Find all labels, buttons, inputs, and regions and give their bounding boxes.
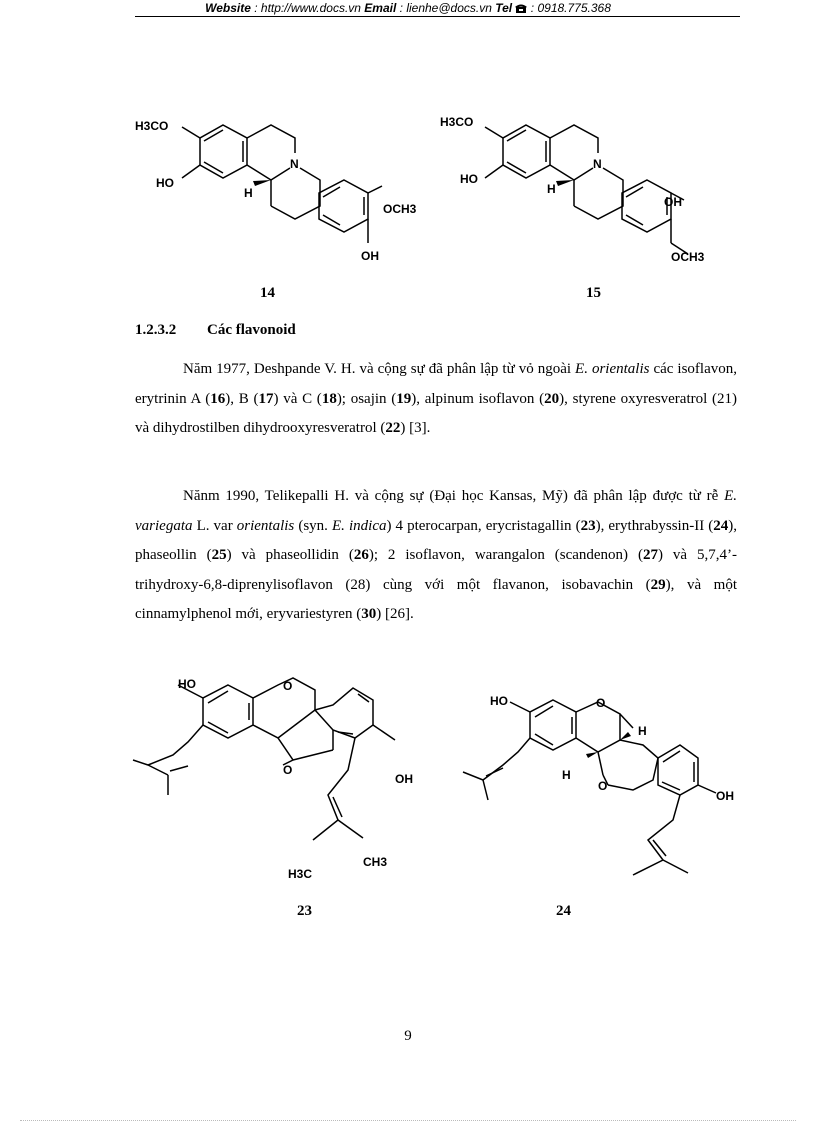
tel-label: Tel — [495, 1, 513, 15]
structure-14-label-hydroxy-bottom: OH — [361, 249, 379, 263]
structure-14-label-n: N — [290, 157, 299, 171]
caption-23: 23 — [297, 903, 312, 919]
structure-23-label-hydroxy: HO — [178, 677, 196, 691]
structure-15-label-methoxy-top: H3CO — [440, 115, 474, 129]
structure-24-label-h-top: H — [638, 724, 647, 738]
tel-number: : 0918.775.368 — [527, 1, 611, 15]
structure-24 — [448, 690, 748, 890]
caption-14: 14 — [260, 285, 275, 301]
structure-15-label-hydroxy-right: OH — [664, 195, 682, 209]
structure-24-label-hydroxy-right: OH — [716, 789, 734, 803]
header-rule — [135, 16, 740, 17]
structure-14 — [130, 108, 420, 278]
caption-15: 15 — [586, 285, 601, 301]
section-title: Các flavonoid — [207, 322, 296, 338]
page-header — [0, 0, 816, 16]
structure-15-label-h: H — [547, 182, 556, 196]
phone-icon — [515, 3, 527, 13]
email-label: Email — [364, 1, 397, 15]
structure-14-label-hydroxy-left: HO — [156, 176, 174, 190]
structure-24-label-h-left: H — [562, 768, 571, 782]
structure-24-label-ring-oxygen: O — [596, 696, 606, 710]
caption-24: 24 — [556, 903, 571, 919]
structure-24-label-furan-oxygen: O — [598, 779, 608, 793]
structure-14-label-h: H — [244, 186, 253, 200]
email-address: : lienhe@docs.vn — [396, 1, 496, 15]
structure-23-label-furan-oxygen: O — [283, 763, 293, 777]
paragraph-2: Nănm 1990, Telikepalli H. và cộng sự (Đại học Kansas, Mỹ) đã phân lập được từ rễ E. variegata L. var orientalis (syn. E. indica) 4 pterocarpan, erycristagallin (23), erythrabyssin-II (24), phaseollin (25) và phaseollidin (26); 2 isoflavon, warangalon (scandenon) (27) và 5,7,4’-trihydroxy-6,8-diprenylisoflavon (28) cùng với một flavanon, isobavachin (29), và một cinnamylphenol mới, eryvariestyren (30) [26]. — [135, 488, 737, 622]
section-number: 1.2.3.2 — [135, 322, 177, 338]
structure-23-label-h3c: H3C — [288, 867, 313, 881]
website-url: : http://www.docs.vn — [250, 1, 365, 15]
structure-15-label-n: N — [593, 157, 602, 171]
structure-14-label-methoxy-right: OCH3 — [383, 202, 417, 216]
structure-15 — [438, 108, 728, 278]
structure-23-label-ch3: CH3 — [363, 855, 388, 869]
bottom-rule — [20, 1120, 796, 1121]
structure-24-label-hydroxy: HO — [490, 694, 508, 708]
structure-15-label-methoxy-bottom: OCH3 — [671, 250, 705, 264]
paragraph-1: Năm 1977, Deshpande V. H. và cộng sự đã phân lập từ vỏ ngoài E. orientalis các isoflavon, erytrinin A (16), B (17) và C (18); osajin (19), alpinum isoflavon (20), styrene oxyresveratrol (21) và dihydrostilben dihydrooxyresveratrol (22) [3]. — [135, 361, 738, 436]
structure-23 — [133, 670, 433, 890]
structure-23-label-hydroxy-right: OH — [395, 772, 413, 786]
website-label: Website — [205, 1, 251, 15]
structure-14-label-methoxy-top: H3CO — [135, 119, 169, 133]
section-heading — [135, 322, 296, 339]
page-number: 9 — [404, 1028, 412, 1044]
structure-15-label-hydroxy-left: HO — [460, 172, 478, 186]
structure-23-label-ring-oxygen: O — [283, 679, 293, 693]
